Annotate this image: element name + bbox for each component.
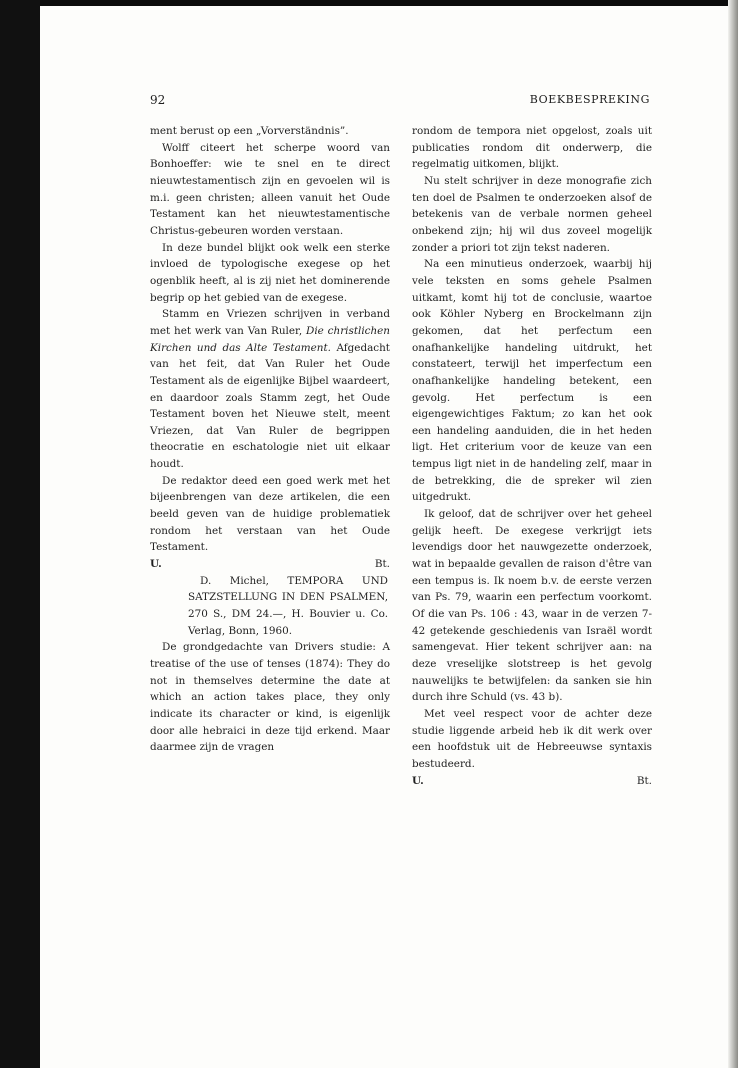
paragraph [150,306,390,473]
paragraph: De redaktor deed een goed werk met het bijeenbrengen van deze artikelen, die een beeld geven van de huidige problematiek rondom het verstaan van het Oude Testament. [150,474,390,554]
signature-line [412,773,652,790]
review-heading: D. Michel, TEMPORA UND SATZSTELLUNG IN DEN PSALMEN, 270 S., DM 24.—, H. Bouvier u. Co. Verlag, Bonn, 1960. [188,574,388,637]
paragraph: Nu stelt schrijver in deze monografie zich ten doel de Psalmen te onderzoeken alsof de betekenis van de verbale normen geheel onbekend zijn; hij wil dus zoveel mogelijk zonder a priori tot zijn tekst naderen. [412,174,652,254]
signature-initial: U. [412,774,424,787]
paragraph: Ik geloof, dat de schrijver over het geheel gelijk heeft. De exegese verkrijgt iets levendigs door het nauwgezette onderzoek, wat in bepaalde gevallen de raison d'être van een tempus is. Ik noem b.v. de eerste verzen van Ps. 79, waarin een perfectum voorkomt. Of die van Ps. 106 : 43, waar in de verzen 7-42 getekende geschiedenis van Israël wordt samengevat. Hier tekent schrijver aan: na deze vreselijke slotstreep is het gevolg nauwelijks te betwijfelen: da sanken sie hin durch ihre Schuld (vs. 43 b). [412,508,652,704]
paragraph: rondom de tempora niet opgelost, zoals uit publicaties rondom dit onderwerp, die regelmatig uitkomen, blijkt. [412,125,652,171]
paragraph: In deze bundel blijkt ook welk een sterke invloed de typologische exegese op het ogenblik heeft, al is zij niet het dominerende begrip op het gebied van de exegese. [150,241,390,304]
scan-left-edge [0,0,40,1068]
signature-author: Bt. [374,558,390,571]
left-column [150,123,390,756]
book-title: Die christlichen Kirchen und das Alte Testament. [150,324,390,354]
paragraph: Na een minutieus onderzoek, waarbij hij vele teksten en soms gehele Psalmen uitkamt, komt hij tot de conclusie, waartoe ook Köhler Nyberg en Brockelmann zijn gekomen, dat het perfectum een onafhankelijke handeling uitdrukt, het constateert, terwijl het imperfectum een onafhankelijke handeling betekent, een gevolg. Het perfectum is een eigengewichtiges Faktum; zo kan het ook een handeling aanduiden, die in het heden ligt. Het criterium voor de keuze van een tempus ligt niet in de handeling zelf, maar in de betrekking, die de spreker wil zien uitgedrukt. [412,258,652,504]
signature-initial: U. [150,558,162,571]
paragraph: De grondgedachte van Drivers studie: A treatise of the use of tenses (1874): They do not in themselves determine the date at which an action takes place, they only indicate its character or kind, is eigenlijk door alle hebraici in deze tijd erkend. Maar daarmee zijn de vragen [150,641,390,754]
paragraph: ment berust op een „Vorverständnis”. [150,125,349,137]
page-number: 92 [150,93,166,107]
scan-right-edge [728,0,738,1068]
paragraph-text: Stamm en Vriezen schrijven in verband met het werk van Van Ruler, [150,308,390,337]
scan-top-edge [40,0,738,6]
paragraph: Wolff citeert het scherpe woord van Bonhoeffer: wie te snel en te direct nieuwtestamentisch zijn en gevoelen wil is m.i. geen christen; alleen vanuit het Oude Testament kan het nieuwtestamentische Christus-gebeuren worden verstaan. [150,141,390,237]
signature-line [150,556,390,573]
paragraph: Met veel respect voor de achter deze studie liggende arbeid heb ik dit werk over een hoofdstuk uit de Hebreeuwse syntaxis bestudeerd. [412,707,652,770]
signature-author: Bt. [636,774,652,787]
right-column [412,123,652,789]
paragraph-text: Afgedacht van het feit, dat Van Ruler het Oude Testament als de eigenlijke Bijbel waardeert, en daardoor zoals Stamm zegt, het Oude Testament boven het Nieuwe stelt, meent Vriezen, dat Van Ruler de begrippen theocratie en eschatologie niet uit elkaar houdt. [150,341,390,471]
running-head: BOEKBESPREKING [529,93,650,106]
